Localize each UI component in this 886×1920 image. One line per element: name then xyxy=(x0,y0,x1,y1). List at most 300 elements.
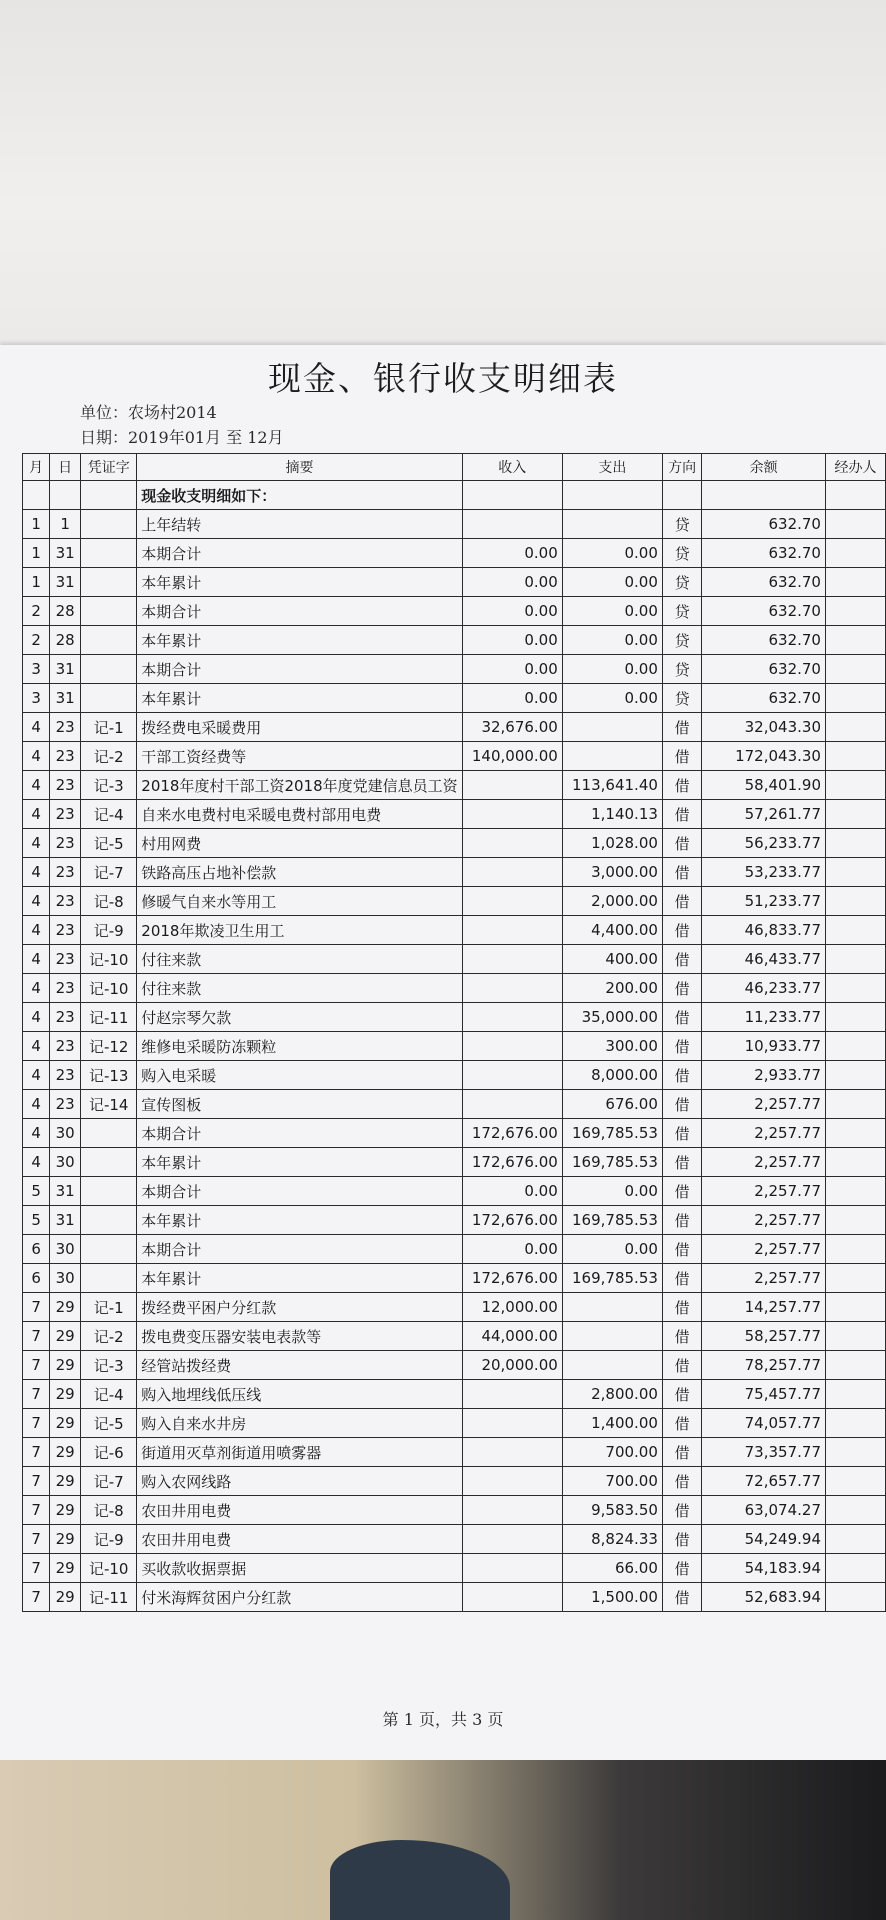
balance-cell: 632.70 xyxy=(702,655,826,684)
voucher-cell xyxy=(81,539,137,568)
table-row xyxy=(23,1061,886,1090)
balance-cell: 632.70 xyxy=(702,597,826,626)
expense-cell xyxy=(562,742,662,771)
voucher-cell xyxy=(81,655,137,684)
balance-cell: 56,233.77 xyxy=(702,829,826,858)
balance-cell: 2,257.77 xyxy=(702,1090,826,1119)
direction-cell: 借 xyxy=(662,887,701,916)
voucher-cell: 记-5 xyxy=(81,1409,137,1438)
handler-cell xyxy=(825,1119,885,1148)
income-cell: 172,676.00 xyxy=(462,1206,562,1235)
table-row xyxy=(23,481,886,510)
handler-cell xyxy=(825,597,885,626)
income-cell: 0.00 xyxy=(462,568,562,597)
month-cell: 7 xyxy=(23,1525,50,1554)
balance-cell: 632.70 xyxy=(702,539,826,568)
voucher-cell: 记-2 xyxy=(81,1322,137,1351)
voucher-cell: 记-3 xyxy=(81,771,137,800)
month-cell: 2 xyxy=(23,626,50,655)
balance-cell: 51,233.77 xyxy=(702,887,826,916)
month-cell: 7 xyxy=(23,1351,50,1380)
direction-cell: 贷 xyxy=(662,539,701,568)
direction-cell: 贷 xyxy=(662,597,701,626)
income-cell: 0.00 xyxy=(462,539,562,568)
day-cell: 31 xyxy=(50,655,81,684)
report-period: 日期：2019年01月 至 12月 xyxy=(80,428,284,447)
page-footer: 第 1 页，共 3 页 xyxy=(382,1710,504,1729)
balance-cell: 57,261.77 xyxy=(702,800,826,829)
table-row xyxy=(23,684,886,713)
expense-cell: 300.00 xyxy=(562,1032,662,1061)
balance-cell: 632.70 xyxy=(702,684,826,713)
income-cell xyxy=(462,1467,562,1496)
month-cell: 6 xyxy=(23,1235,50,1264)
income-cell xyxy=(462,1003,562,1032)
header-voucher: 凭证字 xyxy=(81,454,137,481)
handler-cell xyxy=(825,481,885,510)
handler-cell xyxy=(825,974,885,1003)
voucher-cell xyxy=(81,1119,137,1148)
direction-cell: 借 xyxy=(662,1148,701,1177)
table-row xyxy=(23,1235,886,1264)
day-cell: 23 xyxy=(50,974,81,1003)
expense-cell: 0.00 xyxy=(562,1177,662,1206)
balance-cell: 75,457.77 xyxy=(702,1380,826,1409)
balance-cell: 54,249.94 xyxy=(702,1525,826,1554)
handler-cell xyxy=(825,568,885,597)
direction-cell: 借 xyxy=(662,916,701,945)
income-cell xyxy=(462,1090,562,1119)
handler-cell xyxy=(825,684,885,713)
summary-cell: 拨经费平困户分红款 xyxy=(137,1293,462,1322)
table-row xyxy=(23,655,886,684)
balance-cell: 632.70 xyxy=(702,510,826,539)
income-cell xyxy=(462,829,562,858)
handler-cell xyxy=(825,1293,885,1322)
income-cell xyxy=(462,887,562,916)
day-cell: 29 xyxy=(50,1409,81,1438)
day-cell: 23 xyxy=(50,771,81,800)
expense-cell xyxy=(562,481,662,510)
table-row xyxy=(23,597,886,626)
direction-cell: 借 xyxy=(662,1525,701,1554)
expense-cell: 8,824.33 xyxy=(562,1525,662,1554)
month-cell: 7 xyxy=(23,1554,50,1583)
table-row xyxy=(23,974,886,1003)
handler-cell xyxy=(825,1351,885,1380)
month-cell: 7 xyxy=(23,1438,50,1467)
direction-cell: 借 xyxy=(662,1496,701,1525)
month-cell: 4 xyxy=(23,974,50,1003)
day-cell: 23 xyxy=(50,829,81,858)
income-cell: 0.00 xyxy=(462,626,562,655)
day-cell: 1 xyxy=(50,510,81,539)
income-cell: 44,000.00 xyxy=(462,1322,562,1351)
balance-cell: 2,257.77 xyxy=(702,1177,826,1206)
income-cell: 0.00 xyxy=(462,1177,562,1206)
summary-cell: 本期合计 xyxy=(137,1235,462,1264)
voucher-cell: 记-10 xyxy=(81,974,137,1003)
summary-cell: 街道用灭草剂街道用喷雾器 xyxy=(137,1438,462,1467)
balance-cell: 46,833.77 xyxy=(702,916,826,945)
balance-cell: 2,257.77 xyxy=(702,1235,826,1264)
income-cell xyxy=(462,1409,562,1438)
income-cell: 172,676.00 xyxy=(462,1264,562,1293)
direction-cell: 借 xyxy=(662,1293,701,1322)
summary-cell: 本期合计 xyxy=(137,1177,462,1206)
balance-cell: 14,257.77 xyxy=(702,1293,826,1322)
direction-cell: 借 xyxy=(662,1235,701,1264)
expense-cell xyxy=(562,1351,662,1380)
balance-cell: 58,401.90 xyxy=(702,771,826,800)
table-row xyxy=(23,1583,886,1612)
balance-cell: 2,257.77 xyxy=(702,1148,826,1177)
header-summary: 摘要 xyxy=(137,454,462,481)
direction-cell: 贷 xyxy=(662,655,701,684)
expense-cell: 0.00 xyxy=(562,1235,662,1264)
summary-cell: 购入地埋线低压线 xyxy=(137,1380,462,1409)
handler-cell xyxy=(825,1177,885,1206)
table-header-row xyxy=(23,454,886,481)
balance-cell: 46,433.77 xyxy=(702,945,826,974)
day-cell: 29 xyxy=(50,1322,81,1351)
day-cell: 23 xyxy=(50,742,81,771)
month-cell: 1 xyxy=(23,539,50,568)
handler-cell xyxy=(825,771,885,800)
voucher-cell: 记-10 xyxy=(81,945,137,974)
expense-cell: 35,000.00 xyxy=(562,1003,662,1032)
month-cell: 4 xyxy=(23,916,50,945)
voucher-cell xyxy=(81,568,137,597)
direction-cell: 借 xyxy=(662,1380,701,1409)
income-cell: 0.00 xyxy=(462,655,562,684)
month-cell: 7 xyxy=(23,1409,50,1438)
balance-cell: 74,057.77 xyxy=(702,1409,826,1438)
day-cell: 23 xyxy=(50,916,81,945)
balance-cell: 11,233.77 xyxy=(702,1003,826,1032)
direction-cell: 贷 xyxy=(662,684,701,713)
summary-cell: 付米海辉贫困户分红款 xyxy=(137,1583,462,1612)
balance-cell: 2,933.77 xyxy=(702,1061,826,1090)
month-cell: 3 xyxy=(23,684,50,713)
expense-cell: 0.00 xyxy=(562,539,662,568)
day-cell: 28 xyxy=(50,626,81,655)
summary-cell: 拨电费变压器安装电表款等 xyxy=(137,1322,462,1351)
direction-cell: 借 xyxy=(662,1264,701,1293)
header-balance: 余额 xyxy=(702,454,826,481)
handler-cell xyxy=(825,1409,885,1438)
direction-cell: 借 xyxy=(662,771,701,800)
expense-cell: 0.00 xyxy=(562,568,662,597)
summary-cell: 本年累计 xyxy=(137,684,462,713)
underlying-page xyxy=(0,0,886,345)
day-cell: 29 xyxy=(50,1351,81,1380)
income-cell: 140,000.00 xyxy=(462,742,562,771)
summary-cell: 自来水电费村电采暖电费村部用电费 xyxy=(137,800,462,829)
summary-cell: 购入农网线路 xyxy=(137,1467,462,1496)
direction-cell: 借 xyxy=(662,1090,701,1119)
voucher-cell: 记-4 xyxy=(81,800,137,829)
summary-cell: 干部工资经费等 xyxy=(137,742,462,771)
voucher-cell: 记-9 xyxy=(81,916,137,945)
day-cell: 23 xyxy=(50,800,81,829)
handler-cell xyxy=(825,1380,885,1409)
month-cell: 7 xyxy=(23,1293,50,1322)
handler-cell xyxy=(825,1235,885,1264)
voucher-cell: 记-7 xyxy=(81,858,137,887)
voucher-cell xyxy=(81,626,137,655)
expense-cell: 169,785.53 xyxy=(562,1119,662,1148)
day-cell: 23 xyxy=(50,887,81,916)
day-cell: 31 xyxy=(50,1206,81,1235)
income-cell xyxy=(462,974,562,1003)
header-month: 月 xyxy=(23,454,50,481)
income-cell xyxy=(462,1496,562,1525)
handler-cell xyxy=(825,1206,885,1235)
direction-cell: 借 xyxy=(662,1467,701,1496)
handler-cell xyxy=(825,742,885,771)
handler-cell xyxy=(825,945,885,974)
expense-cell: 2,800.00 xyxy=(562,1380,662,1409)
income-cell xyxy=(462,945,562,974)
day-cell: 29 xyxy=(50,1583,81,1612)
month-cell: 4 xyxy=(23,800,50,829)
month-cell: 4 xyxy=(23,713,50,742)
table-row xyxy=(23,800,886,829)
month-cell: 4 xyxy=(23,887,50,916)
voucher-cell: 记-14 xyxy=(81,1090,137,1119)
header-direction: 方向 xyxy=(662,454,701,481)
day-cell: 30 xyxy=(50,1264,81,1293)
expense-cell: 1,028.00 xyxy=(562,829,662,858)
voucher-cell: 记-11 xyxy=(81,1583,137,1612)
voucher-cell: 记-10 xyxy=(81,1554,137,1583)
expense-cell: 0.00 xyxy=(562,597,662,626)
day-cell: 29 xyxy=(50,1525,81,1554)
month-cell: 7 xyxy=(23,1496,50,1525)
expense-cell: 169,785.53 xyxy=(562,1206,662,1235)
voucher-cell: 记-9 xyxy=(81,1525,137,1554)
expense-cell: 113,641.40 xyxy=(562,771,662,800)
ledger-sheet xyxy=(0,345,886,1760)
income-cell xyxy=(462,1525,562,1554)
day-cell: 23 xyxy=(50,1032,81,1061)
month-cell: 1 xyxy=(23,510,50,539)
direction-cell: 借 xyxy=(662,974,701,1003)
summary-cell: 拨经费电采暖费用 xyxy=(137,713,462,742)
month-cell: 7 xyxy=(23,1583,50,1612)
month-cell: 7 xyxy=(23,1467,50,1496)
summary-cell: 本期合计 xyxy=(137,597,462,626)
voucher-cell: 记-4 xyxy=(81,1380,137,1409)
header-day: 日 xyxy=(50,454,81,481)
table-row xyxy=(23,829,886,858)
voucher-cell: 记-8 xyxy=(81,1496,137,1525)
handler-cell xyxy=(825,1525,885,1554)
month-cell xyxy=(23,481,50,510)
balance-cell: 46,233.77 xyxy=(702,974,826,1003)
expense-cell: 3,000.00 xyxy=(562,858,662,887)
summary-cell: 2018年欺凌卫生用工 xyxy=(137,916,462,945)
table-row xyxy=(23,858,886,887)
direction-cell: 借 xyxy=(662,1438,701,1467)
voucher-cell: 记-7 xyxy=(81,1467,137,1496)
handler-cell xyxy=(825,916,885,945)
day-cell: 31 xyxy=(50,539,81,568)
handler-cell xyxy=(825,1583,885,1612)
day-cell: 23 xyxy=(50,945,81,974)
direction-cell: 借 xyxy=(662,1583,701,1612)
income-cell xyxy=(462,1438,562,1467)
income-cell xyxy=(462,800,562,829)
balance-cell: 73,357.77 xyxy=(702,1438,826,1467)
month-cell: 4 xyxy=(23,1119,50,1148)
summary-cell: 付赵宗琴欠款 xyxy=(137,1003,462,1032)
summary-cell: 本年累计 xyxy=(137,568,462,597)
summary-cell: 购入自来水井房 xyxy=(137,1409,462,1438)
summary-cell: 本期合计 xyxy=(137,1119,462,1148)
day-cell: 29 xyxy=(50,1438,81,1467)
table-row xyxy=(23,1525,886,1554)
voucher-cell xyxy=(81,1206,137,1235)
summary-cell: 农田井用电费 xyxy=(137,1496,462,1525)
direction-cell: 借 xyxy=(662,1322,701,1351)
handler-cell xyxy=(825,1438,885,1467)
balance-cell: 632.70 xyxy=(702,626,826,655)
direction-cell: 借 xyxy=(662,1351,701,1380)
voucher-cell: 记-12 xyxy=(81,1032,137,1061)
income-cell xyxy=(462,1061,562,1090)
expense-cell xyxy=(562,1322,662,1351)
handler-cell xyxy=(825,626,885,655)
handler-cell xyxy=(825,1467,885,1496)
income-cell: 0.00 xyxy=(462,1235,562,1264)
expense-cell: 200.00 xyxy=(562,974,662,1003)
expense-cell: 169,785.53 xyxy=(562,1148,662,1177)
voucher-cell xyxy=(81,1148,137,1177)
table-row xyxy=(23,1206,886,1235)
day-cell: 29 xyxy=(50,1496,81,1525)
ledger-body xyxy=(23,481,886,1612)
table-row xyxy=(23,742,886,771)
summary-cell: 购入电采暖 xyxy=(137,1061,462,1090)
voucher-cell xyxy=(81,481,137,510)
balance-cell: 78,257.77 xyxy=(702,1351,826,1380)
day-cell: 23 xyxy=(50,858,81,887)
income-cell: 20,000.00 xyxy=(462,1351,562,1380)
voucher-cell xyxy=(81,1177,137,1206)
table-row xyxy=(23,1380,886,1409)
handler-cell xyxy=(825,1003,885,1032)
handler-cell xyxy=(825,510,885,539)
month-cell: 4 xyxy=(23,858,50,887)
day-cell xyxy=(50,481,81,510)
balance-cell: 58,257.77 xyxy=(702,1322,826,1351)
table-row xyxy=(23,1177,886,1206)
month-cell: 4 xyxy=(23,1148,50,1177)
summary-cell: 本期合计 xyxy=(137,539,462,568)
table-row xyxy=(23,510,886,539)
summary-cell: 维修电采暖防冻颗粒 xyxy=(137,1032,462,1061)
handler-cell xyxy=(825,539,885,568)
table-row xyxy=(23,568,886,597)
month-cell: 4 xyxy=(23,771,50,800)
header-handler: 经办人 xyxy=(825,454,885,481)
voucher-cell: 记-3 xyxy=(81,1351,137,1380)
income-cell xyxy=(462,858,562,887)
expense-cell: 4,400.00 xyxy=(562,916,662,945)
expense-cell: 0.00 xyxy=(562,684,662,713)
summary-cell: 本年累计 xyxy=(137,1264,462,1293)
report-title: 现金、银行收支明细表 xyxy=(268,359,618,398)
month-cell: 5 xyxy=(23,1177,50,1206)
month-cell: 7 xyxy=(23,1380,50,1409)
income-cell xyxy=(462,1583,562,1612)
month-cell: 3 xyxy=(23,655,50,684)
direction-cell: 借 xyxy=(662,945,701,974)
balance-cell: 72,657.77 xyxy=(702,1467,826,1496)
direction-cell: 借 xyxy=(662,713,701,742)
voucher-cell: 记-1 xyxy=(81,713,137,742)
day-cell: 29 xyxy=(50,1467,81,1496)
summary-cell: 现金收支明细如下： xyxy=(137,481,462,510)
expense-cell: 66.00 xyxy=(562,1554,662,1583)
income-cell xyxy=(462,481,562,510)
table-row xyxy=(23,539,886,568)
handler-cell xyxy=(825,858,885,887)
report-unit: 单位：农场村2014 xyxy=(80,403,217,422)
direction-cell: 贷 xyxy=(662,626,701,655)
income-cell: 12,000.00 xyxy=(462,1293,562,1322)
day-cell: 23 xyxy=(50,713,81,742)
voucher-cell xyxy=(81,1235,137,1264)
header-expense: 支出 xyxy=(562,454,662,481)
summary-cell: 2018年度村干部工资2018年度党建信息员工资 xyxy=(137,771,462,800)
direction-cell: 借 xyxy=(662,800,701,829)
day-cell: 31 xyxy=(50,684,81,713)
expense-cell: 1,500.00 xyxy=(562,1583,662,1612)
summary-cell: 本年累计 xyxy=(137,1206,462,1235)
balance-cell: 63,074.27 xyxy=(702,1496,826,1525)
voucher-cell xyxy=(81,510,137,539)
summary-cell: 本期合计 xyxy=(137,655,462,684)
direction-cell: 借 xyxy=(662,1554,701,1583)
voucher-cell: 记-8 xyxy=(81,887,137,916)
direction-cell: 借 xyxy=(662,1032,701,1061)
day-cell: 29 xyxy=(50,1554,81,1583)
day-cell: 23 xyxy=(50,1090,81,1119)
voucher-cell xyxy=(81,684,137,713)
balance-cell: 54,183.94 xyxy=(702,1554,826,1583)
handler-cell xyxy=(825,829,885,858)
expense-cell: 0.00 xyxy=(562,626,662,655)
table-row xyxy=(23,887,886,916)
direction-cell: 借 xyxy=(662,1409,701,1438)
voucher-cell: 记-5 xyxy=(81,829,137,858)
month-cell: 4 xyxy=(23,829,50,858)
income-cell: 172,676.00 xyxy=(462,1148,562,1177)
direction-cell: 借 xyxy=(662,742,701,771)
table-row xyxy=(23,1003,886,1032)
expense-cell: 1,400.00 xyxy=(562,1409,662,1438)
handler-cell xyxy=(825,1322,885,1351)
day-cell: 30 xyxy=(50,1119,81,1148)
voucher-cell xyxy=(81,597,137,626)
balance-cell xyxy=(702,481,826,510)
handler-cell xyxy=(825,713,885,742)
table-row xyxy=(23,1148,886,1177)
expense-cell: 700.00 xyxy=(562,1467,662,1496)
